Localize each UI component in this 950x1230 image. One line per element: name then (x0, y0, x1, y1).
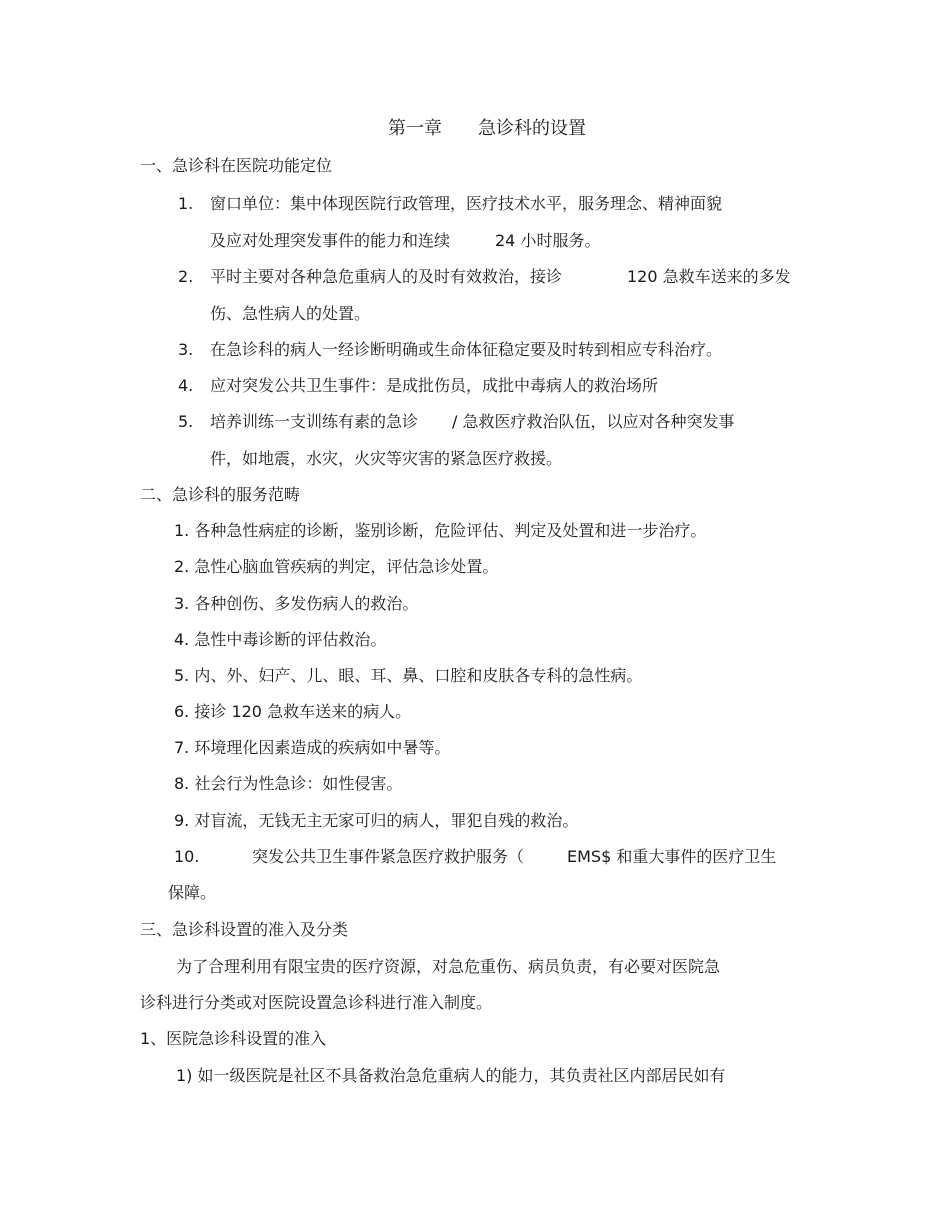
list-item: 4. 急性中毒诊断的评估救治。 (174, 630, 387, 649)
list-item-text: 件，如地震，水灾，火灾等灾害的紧急医疗救援。 (210, 449, 563, 468)
list-item-text: 在急诊科的病人一经诊断明确或生命体征稳定要及时转到相应专科治疗。 (210, 340, 723, 359)
sub-heading: 1、医院急诊科设置的准入 (140, 1029, 327, 1048)
list-item-text: 及应对处理突发事件的能力和连续 (210, 231, 451, 250)
list-item-number: 5. (178, 412, 194, 431)
paragraph-line: 诊科进行分类或对医院设置急诊科进行准入制度。 (140, 993, 493, 1012)
list-item: 9. 对盲流，无钱无主无家可归的病人，罪犯自残的救治。 (174, 811, 579, 830)
list-item-text: 保障。 (168, 883, 217, 902)
list-item-text: 平时主要对各种急危重病人的及时有效救治，接诊 (210, 267, 563, 286)
chapter-number: 第一章 (388, 118, 442, 139)
list-item-text: 120 急救车送来的多发 (627, 267, 791, 286)
list-item-number: 2. (178, 267, 194, 286)
list-item-text: EMS$ 和重大事件的医疗卫生 (567, 847, 777, 866)
paragraph-line: 为了合理利用有限宝贵的医疗资源，对急危重伤、病员负责，有必要对医院急 (176, 957, 721, 976)
list-item-text: 伤、急性病人的处置。 (210, 304, 371, 323)
list-item: 1. 各种急性病症的诊断，鉴别诊断，危险评估、判定及处置和进一步治疗。 (174, 521, 707, 540)
list-item: 1) 如一级医院是社区不具备救治急危重病人的能力，其负责社区内部居民如有 (176, 1066, 726, 1085)
list-item: 6. 接诊 120 急救车送来的病人。 (174, 702, 412, 721)
list-item: 5. 内、外、妇产、儿、眼、耳、鼻、口腔和皮肤各专科的急性病。 (174, 666, 643, 685)
list-item-number: 10. (174, 847, 200, 866)
section-heading-2: 二、急诊科的服务范畴 (140, 485, 301, 504)
section-heading-1: 一、急诊科在医院功能定位 (140, 156, 333, 175)
list-item-text: 突发公共卫生事件紧急医疗救护服务（ (252, 847, 525, 866)
list-item-number: 1. (178, 194, 194, 213)
list-item-text: 24 小时服务。 (495, 231, 601, 250)
list-item-text: 应对突发公共卫生事件：是成批伤员，成批中毒病人的救治场所 (210, 376, 659, 395)
list-item: 8. 社会行为性急诊：如性侵害。 (174, 774, 403, 793)
list-item-number: 3. (178, 340, 194, 359)
section-heading-3: 三、急诊科设置的准入及分类 (140, 920, 349, 939)
list-item: 7. 环境理化因素造成的疾病如中暑等。 (174, 738, 451, 757)
list-item-text: 窗口单位：集中体现医院行政管理，医疗技术水平，服务理念、精神面貌 (210, 194, 723, 213)
list-item-number: 4. (178, 376, 194, 395)
chapter-title: 急诊科的设置 (478, 118, 586, 139)
list-item: 3. 各种创伤、多发伤病人的救治。 (174, 594, 419, 613)
list-item: 2. 急性心脑血管疾病的判定，评估急诊处置。 (174, 557, 499, 576)
list-item-text: 培养训练一支训练有素的急诊 (210, 412, 419, 431)
list-item-text: / 急救医疗救治队伍，以应对各种突发事 (452, 412, 735, 431)
